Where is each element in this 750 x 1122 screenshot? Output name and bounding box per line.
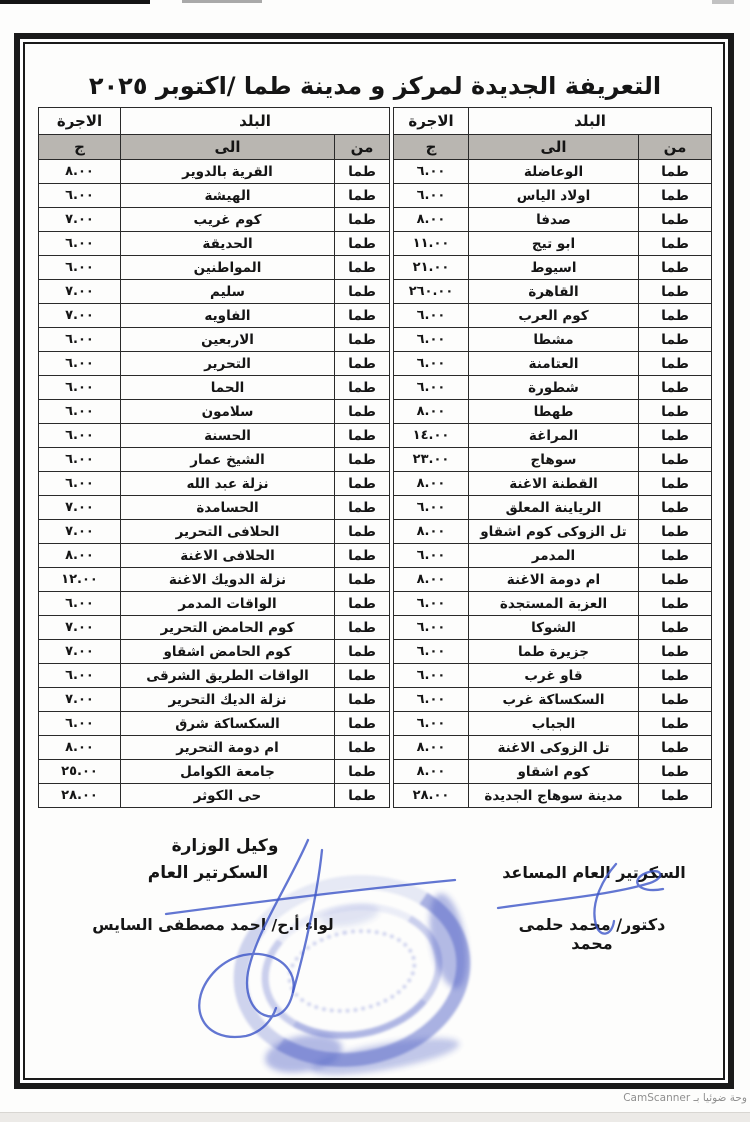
table-row [39, 760, 390, 784]
fare-cell: ٦.٠٠ [39, 472, 121, 496]
fare-cell: ٧.٠٠ [39, 520, 121, 544]
table-row [39, 520, 390, 544]
to-cell: الحديقة [121, 232, 335, 256]
currency-header: ج [39, 135, 121, 160]
from-cell: طما [335, 160, 390, 184]
to-cell: الحلافى الاغنة [121, 544, 335, 568]
fare-cell: ٦.٠٠ [39, 400, 121, 424]
scan-artifact-top-center [182, 0, 262, 3]
table-row [39, 496, 390, 520]
fare-cell: ٦.٠٠ [394, 376, 469, 400]
fare-cell: ١٢.٠٠ [39, 568, 121, 592]
from-cell: طما [639, 472, 712, 496]
fare-cell: ٦.٠٠ [39, 712, 121, 736]
camscanner-watermark: وحة ضوئيا بـ CamScanner [623, 1092, 747, 1104]
fare-cell: ٦.٠٠ [394, 496, 469, 520]
from-cell: طما [335, 376, 390, 400]
from-cell: طما [639, 784, 712, 808]
to-cell: ام دومة التحرير [121, 736, 335, 760]
table-row [394, 352, 712, 376]
from-cell: طما [335, 544, 390, 568]
from-cell: طما [335, 736, 390, 760]
fare-cell: ٧.٠٠ [39, 496, 121, 520]
table-row [394, 472, 712, 496]
from-cell: طما [639, 520, 712, 544]
from-cell: طما [639, 424, 712, 448]
table-row [39, 424, 390, 448]
table-row [39, 328, 390, 352]
fare-cell: ٢١.٠٠ [394, 256, 469, 280]
fare-cell: ٦.٠٠ [394, 664, 469, 688]
fare-cell: ٦.٠٠ [394, 184, 469, 208]
table-row [39, 472, 390, 496]
table-row [394, 376, 712, 400]
from-cell: طما [335, 760, 390, 784]
from-cell: طما [639, 616, 712, 640]
table-header-row [394, 108, 712, 135]
from-cell: طما [639, 280, 712, 304]
fare-cell: ٢٨.٠٠ [394, 784, 469, 808]
fare-cell: ٨.٠٠ [39, 736, 121, 760]
tariff-table-left [38, 107, 390, 808]
from-cell: طما [335, 232, 390, 256]
fare-cell: ٦.٠٠ [39, 664, 121, 688]
to-cell: كوم اشقاو [469, 760, 639, 784]
fare-cell: ٦.٠٠ [394, 640, 469, 664]
from-cell: طما [639, 448, 712, 472]
to-cell: الحلافى التحرير [121, 520, 335, 544]
fare-cell: ٦.٠٠ [39, 232, 121, 256]
table-row [394, 184, 712, 208]
table-row [39, 736, 390, 760]
table-row [394, 712, 712, 736]
to-cell: الهيشة [121, 184, 335, 208]
to-cell: صدفا [469, 208, 639, 232]
to-cell: اولاد الياس [469, 184, 639, 208]
from-cell: طما [335, 640, 390, 664]
table-row [394, 328, 712, 352]
fare-cell: ١٤.٠٠ [394, 424, 469, 448]
to-cell: الحسنة [121, 424, 335, 448]
to-cell: الواقات الطريق الشرقى [121, 664, 335, 688]
table-row [394, 304, 712, 328]
to-cell: القاهرة [469, 280, 639, 304]
fare-cell: ٦.٠٠ [39, 352, 121, 376]
to-cell: السكساكة غرب [469, 688, 639, 712]
table-row [394, 400, 712, 424]
to-cell: مشطا [469, 328, 639, 352]
table-row [394, 664, 712, 688]
table-row [394, 568, 712, 592]
table-subheader-row [394, 135, 712, 160]
signature-left-title-2: السكرتير العام [147, 863, 269, 883]
from-cell: طما [335, 328, 390, 352]
fare-cell: ٦.٠٠ [39, 184, 121, 208]
from-cell: طما [335, 352, 390, 376]
signature-right-title: السكرتير العام المساعد [502, 863, 686, 882]
to-cell: التحرير [121, 352, 335, 376]
table-row [39, 544, 390, 568]
table-row [39, 616, 390, 640]
fare-cell: ٨.٠٠ [394, 520, 469, 544]
from-cell: طما [639, 568, 712, 592]
to-cell: القرية بالدوير [121, 160, 335, 184]
table-row [394, 592, 712, 616]
from-cell: طما [335, 304, 390, 328]
to-cell: تل الزوكى الاغنة [469, 736, 639, 760]
from-cell: طما [639, 184, 712, 208]
from-cell: طما [639, 352, 712, 376]
from-cell: طما [639, 496, 712, 520]
from-cell: طما [639, 688, 712, 712]
to-cell: جامعة الكوامل [121, 760, 335, 784]
table-row [394, 256, 712, 280]
table-row [39, 256, 390, 280]
table-row [394, 520, 712, 544]
from-cell: طما [639, 736, 712, 760]
to-cell: الحما [121, 376, 335, 400]
to-header: الى [469, 135, 639, 160]
fare-cell: ١١.٠٠ [394, 232, 469, 256]
table-row [394, 280, 712, 304]
table-row [394, 688, 712, 712]
from-cell: طما [639, 328, 712, 352]
from-cell: طما [639, 592, 712, 616]
fare-cell: ٦.٠٠ [39, 256, 121, 280]
table-row [394, 424, 712, 448]
from-cell: طما [639, 640, 712, 664]
table-row [394, 160, 712, 184]
to-cell: المدمر [469, 544, 639, 568]
table-row [39, 448, 390, 472]
from-cell: طما [335, 688, 390, 712]
fare-cell: ٢٥.٠٠ [39, 760, 121, 784]
scan-artifact-top-right [712, 0, 734, 4]
from-cell: طما [639, 376, 712, 400]
fare-cell: ٧.٠٠ [39, 616, 121, 640]
to-cell: كوم الحامض التحرير [121, 616, 335, 640]
from-cell: طما [639, 208, 712, 232]
fare-cell: ٦.٠٠ [394, 712, 469, 736]
to-cell: شطورة [469, 376, 639, 400]
fare-cell: ٧.٠٠ [39, 640, 121, 664]
to-cell: طهطا [469, 400, 639, 424]
fare-cell: ٧.٠٠ [39, 304, 121, 328]
fare-cell: ٦.٠٠ [39, 376, 121, 400]
fare-cell: ٨.٠٠ [39, 160, 121, 184]
fare-cell: ٧.٠٠ [39, 208, 121, 232]
to-cell: الشيخ عمار [121, 448, 335, 472]
to-cell: جزيرة طما [469, 640, 639, 664]
fare-cell: ٢٣.٠٠ [394, 448, 469, 472]
table-row [394, 784, 712, 808]
from-cell: طما [639, 256, 712, 280]
fare-cell: ٦.٠٠ [39, 328, 121, 352]
to-cell: الوعاضلة [469, 160, 639, 184]
from-cell: طما [335, 208, 390, 232]
table-row [39, 688, 390, 712]
to-cell: العتامنة [469, 352, 639, 376]
to-cell: المواطنين [121, 256, 335, 280]
from-cell: طما [335, 472, 390, 496]
table-row [394, 232, 712, 256]
page-title: التعريفة الجديدة لمركز و مدينة طما /اكتوبر ٢٠٢٥ [88, 72, 662, 101]
from-cell: طما [639, 232, 712, 256]
scan-artifact-top-left [0, 0, 150, 4]
tariff-table-right [393, 107, 712, 808]
country-header: البلد [469, 108, 712, 135]
from-cell: طما [335, 184, 390, 208]
table-row [39, 376, 390, 400]
table-row [39, 400, 390, 424]
fare-cell: ٦.٠٠ [394, 352, 469, 376]
fare-cell: ٨.٠٠ [394, 472, 469, 496]
to-cell: الجباب [469, 712, 639, 736]
table-row [39, 568, 390, 592]
table-row [394, 640, 712, 664]
to-cell: الاربعين [121, 328, 335, 352]
from-cell: طما [335, 520, 390, 544]
to-cell: الشوكا [469, 616, 639, 640]
from-cell: طما [335, 616, 390, 640]
to-cell: نزلة الدويك الاغنة [121, 568, 335, 592]
from-cell: طما [639, 160, 712, 184]
from-cell: طما [335, 400, 390, 424]
from-cell: طما [335, 496, 390, 520]
to-cell: سوهاج [469, 448, 639, 472]
country-header: البلد [121, 108, 390, 135]
fare-cell: ٧.٠٠ [39, 280, 121, 304]
scan-artifact-bottom-band [0, 1112, 750, 1122]
fare-cell: ٢٦٠.٠٠ [394, 280, 469, 304]
to-cell: حى الكوثر [121, 784, 335, 808]
to-cell: ابو تيج [469, 232, 639, 256]
from-cell: طما [639, 760, 712, 784]
currency-header: ج [394, 135, 469, 160]
to-cell: مدينة سوهاج الجديدة [469, 784, 639, 808]
official-stamp [218, 857, 485, 1085]
from-cell: طما [335, 664, 390, 688]
to-cell: قاو غرب [469, 664, 639, 688]
table-row [394, 208, 712, 232]
to-cell: كوم الحامض اشقاو [121, 640, 335, 664]
signature-right-name: دكتور/ محمد حلمى محمد [518, 915, 666, 953]
to-header: الى [121, 135, 335, 160]
to-cell: اسيوط [469, 256, 639, 280]
to-cell: سلامون [121, 400, 335, 424]
from-cell: طما [335, 448, 390, 472]
table-header-row [39, 108, 390, 135]
from-header: من [335, 135, 390, 160]
table-row [394, 616, 712, 640]
from-cell: طما [639, 304, 712, 328]
fare-cell: ٦.٠٠ [394, 160, 469, 184]
table-row [39, 352, 390, 376]
from-cell: طما [335, 784, 390, 808]
to-cell: الواقات المدمر [121, 592, 335, 616]
fare-cell: ٨.٠٠ [394, 568, 469, 592]
to-cell: كوم العرب [469, 304, 639, 328]
fare-cell: ٦.٠٠ [394, 328, 469, 352]
from-header: من [639, 135, 712, 160]
fare-cell: ٨.٠٠ [394, 400, 469, 424]
fare-cell: ٦.٠٠ [39, 448, 121, 472]
to-cell: الحسامدة [121, 496, 335, 520]
table-row [39, 712, 390, 736]
fare-cell: ٦.٠٠ [394, 688, 469, 712]
to-cell: السكساكة شرق [121, 712, 335, 736]
table-row [39, 160, 390, 184]
fare-cell: ٨.٠٠ [39, 544, 121, 568]
table-row [39, 184, 390, 208]
table-row [39, 664, 390, 688]
from-cell: طما [335, 256, 390, 280]
to-cell: العزبة المستجدة [469, 592, 639, 616]
to-cell: المراغة [469, 424, 639, 448]
fare-cell: ٨.٠٠ [394, 208, 469, 232]
from-cell: طما [335, 280, 390, 304]
fare-cell: ٢٨.٠٠ [39, 784, 121, 808]
table-row [394, 736, 712, 760]
signature-left-name: لواء أ.ح/ احمد مصطفى السايس [92, 916, 334, 934]
table-row [394, 544, 712, 568]
from-cell: طما [335, 712, 390, 736]
to-cell: نزلة الديك التحرير [121, 688, 335, 712]
fare-cell: ٧.٠٠ [39, 688, 121, 712]
table-row [39, 232, 390, 256]
fare-cell: ٦.٠٠ [39, 424, 121, 448]
fare-cell: ٦.٠٠ [394, 304, 469, 328]
to-cell: تل الزوكى كوم اشقاو [469, 520, 639, 544]
table-row [39, 280, 390, 304]
table-row [39, 592, 390, 616]
from-cell: طما [639, 544, 712, 568]
fare-cell: ٦.٠٠ [39, 592, 121, 616]
table-row [39, 304, 390, 328]
from-cell: طما [639, 664, 712, 688]
from-cell: طما [335, 592, 390, 616]
table-subheader-row [39, 135, 390, 160]
table-row [39, 640, 390, 664]
from-cell: طما [335, 568, 390, 592]
to-cell: كوم غريب [121, 208, 335, 232]
fare-cell: ٨.٠٠ [394, 760, 469, 784]
from-cell: طما [639, 712, 712, 736]
to-cell: نزلة عبد الله [121, 472, 335, 496]
signature-left-title-1: وكيل الوزارة [171, 836, 279, 856]
to-cell: الفاويه [121, 304, 335, 328]
table-row [39, 208, 390, 232]
fare-cell: ٦.٠٠ [394, 592, 469, 616]
fare-cell: ٦.٠٠ [394, 616, 469, 640]
tariff-tables [40, 107, 712, 808]
table-row [394, 496, 712, 520]
to-cell: الرياينة المعلق [469, 496, 639, 520]
to-cell: القطنة الاغنة [469, 472, 639, 496]
to-cell: ام دومة الاغنة [469, 568, 639, 592]
fare-header: الاجرة [394, 108, 469, 135]
from-cell: طما [639, 400, 712, 424]
fare-cell: ٨.٠٠ [394, 736, 469, 760]
to-cell: سليم [121, 280, 335, 304]
fare-header: الاجرة [39, 108, 121, 135]
from-cell: طما [335, 424, 390, 448]
table-row [39, 784, 390, 808]
table-row [394, 448, 712, 472]
table-row [394, 760, 712, 784]
fare-cell: ٦.٠٠ [394, 544, 469, 568]
